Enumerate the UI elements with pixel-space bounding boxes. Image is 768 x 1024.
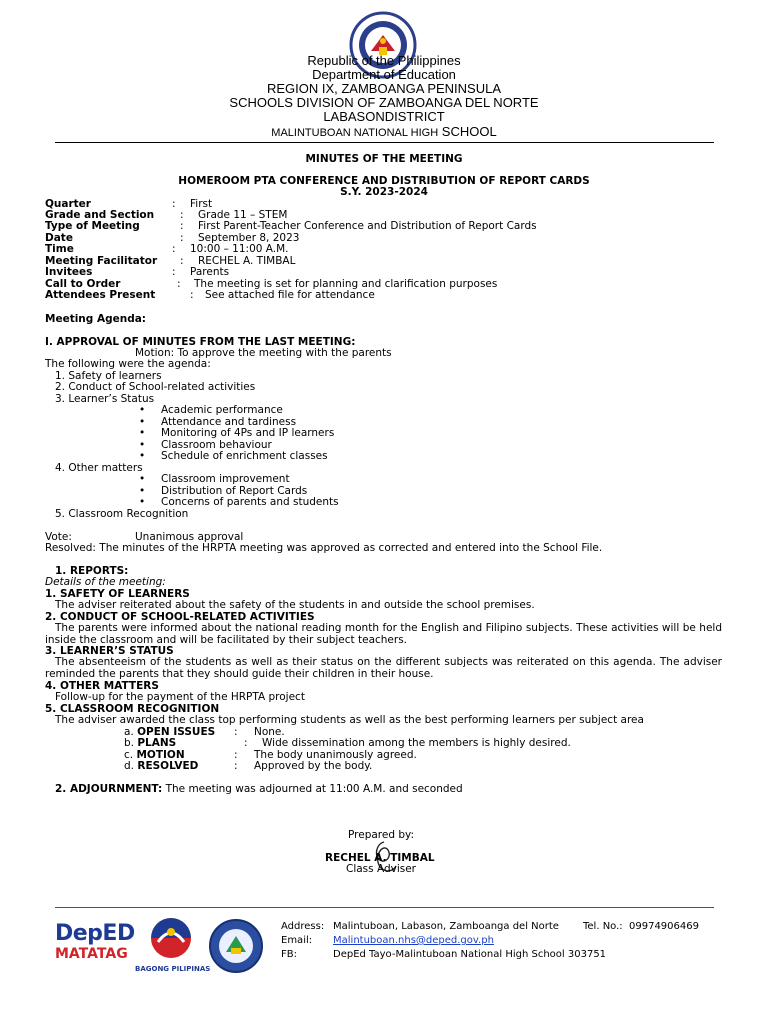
school-year: S.Y. 2023-2024 xyxy=(340,186,428,198)
footer-fb: DepEd Tayo-Malintuboan National High School 303751 xyxy=(333,949,607,960)
header-region: REGION IX, ZAMBOANGA PENINSULA xyxy=(266,81,502,96)
section-approval-motion: Motion: To approve the meeting with the parents xyxy=(135,347,392,359)
status-bullet: Attendance and tardiness xyxy=(161,416,297,428)
bagong-pilipinas-text: BAGONG PILIPINAS xyxy=(135,965,211,973)
header-school xyxy=(0,125,768,140)
info-colon: : xyxy=(180,220,184,232)
bullet-icon: • xyxy=(139,473,146,485)
agenda-item: 4. Other matters xyxy=(55,462,143,474)
agenda-item: 3. Learner’s Status xyxy=(55,393,155,405)
section-approval-heading: I. APPROVAL OF MINUTES FROM THE LAST MEETING: xyxy=(45,336,356,348)
document-title: MINUTES OF THE MEETING xyxy=(305,153,463,165)
school-seal-icon xyxy=(204,918,268,974)
adjournment-label: 2. ADJOURNMENT: xyxy=(55,783,163,795)
report-text: The adviser reiterated about the safety of the students in and outside the school premises. xyxy=(55,599,535,611)
status-bullet: Academic performance xyxy=(161,404,283,416)
info-value-grade: Grade 11 – STEM xyxy=(198,209,288,221)
bullet-icon: • xyxy=(139,450,146,462)
sub-letter: c. xyxy=(124,749,134,761)
sub-item-resolved xyxy=(124,760,198,772)
info-label-call-to-order: Call to Order xyxy=(45,278,121,290)
sub-colon: : xyxy=(244,737,248,749)
header-department: Department of Education xyxy=(312,67,456,82)
info-colon: : xyxy=(190,289,194,301)
info-colon: : xyxy=(180,209,184,221)
report-title: 4. OTHER MATTERS xyxy=(45,680,159,692)
footer-address: Malintuboan, Labason, Zamboanga del Norte xyxy=(333,921,559,932)
footer-address-label: Address: xyxy=(281,921,325,932)
info-colon: : xyxy=(180,255,184,267)
reports-details: Details of the meeting: xyxy=(45,576,166,588)
info-label-date: Date xyxy=(45,232,73,244)
header-school-word: SCHOOL xyxy=(441,124,497,139)
report-text: The parents were informed about the national reading month for the English and Filipino subjects. These activities will be held inside the classroom and will be facilitated by their subject teachers. xyxy=(45,622,722,646)
resolved-text: Resolved: The minutes of the HRPTA meeting was approved as corrected and entered into the School File. xyxy=(45,542,603,554)
info-label-invitees: Invitees xyxy=(45,266,93,278)
footer-divider xyxy=(55,907,714,908)
info-label-quarter: Quarter xyxy=(45,198,91,210)
agenda-intro: The following were the agenda: xyxy=(45,358,211,370)
sub-value: Approved by the body. xyxy=(254,760,373,772)
info-value-invitees: Parents xyxy=(190,266,230,278)
sub-colon: : xyxy=(234,749,238,761)
vote-value: Unanimous approval xyxy=(135,531,244,543)
header-district: LABASONDISTRICT xyxy=(323,109,445,124)
info-label-attendees: Attendees Present xyxy=(45,289,156,301)
info-value-time: 10:00 – 11:00 A.M. xyxy=(190,243,289,255)
document-subtitle: HOMEROOM PTA CONFERENCE AND DISTRIBUTION OF REPORT CARDS xyxy=(178,175,590,187)
agenda-heading: Meeting Agenda: xyxy=(45,313,146,325)
info-label-grade: Grade and Section xyxy=(45,209,155,221)
status-bullet: Schedule of enrichment classes xyxy=(161,450,328,462)
vote-label: Vote: xyxy=(45,531,72,543)
bullet-icon: • xyxy=(139,427,146,439)
report-text: The adviser awarded the class top performing students as well as the best performing learners per subject area xyxy=(55,714,644,726)
other-bullet: Distribution of Report Cards xyxy=(161,485,308,497)
info-label-facilitator: Meeting Facilitator xyxy=(45,255,158,267)
info-value-call-to-order: The meeting is set for planning and clarification purposes xyxy=(194,278,498,290)
footer-fb-label: FB: xyxy=(281,949,297,960)
sub-label: PLANS xyxy=(137,737,177,749)
sub-item-plans xyxy=(124,737,176,749)
info-label-time: Time xyxy=(45,243,74,255)
footer-tel: 09974906469 xyxy=(629,921,699,932)
footer-tel-label: Tel. No.: xyxy=(583,921,623,932)
adjournment-text: The meeting was adjourned at 11:00 A.M. and seconded xyxy=(165,783,463,795)
info-colon: : xyxy=(172,243,176,255)
footer-email-link[interactable]: Malintuboan.nhs@deped.gov.ph xyxy=(333,935,494,946)
prepared-by: Prepared by: xyxy=(348,829,414,841)
report-text: Follow-up for the payment of the HRPTA project xyxy=(55,691,305,703)
bullet-icon: • xyxy=(139,496,146,508)
info-colon: : xyxy=(172,198,176,210)
signatory-name: RECHEL A. TIMBAL xyxy=(325,852,435,864)
other-bullet: Concerns of parents and students xyxy=(161,496,339,508)
deped-logo-text: DepED xyxy=(55,921,135,946)
info-colon: : xyxy=(172,266,176,278)
sub-letter: b. xyxy=(124,737,135,749)
reports-heading: 1. REPORTS: xyxy=(55,565,129,577)
adjournment xyxy=(55,783,463,795)
sub-label: OPEN ISSUES xyxy=(137,726,216,738)
sub-value: None. xyxy=(254,726,285,738)
report-title: 5. CLASSROOM RECOGNITION xyxy=(45,703,220,715)
info-colon: : xyxy=(177,278,181,290)
sub-label: MOTION xyxy=(136,749,185,761)
info-value-attendees: See attached file for attendance xyxy=(205,289,375,301)
sub-label: RESOLVED xyxy=(137,760,199,772)
deped-matatag-logo xyxy=(55,921,135,972)
sub-letter: a. xyxy=(124,726,134,738)
matatag-logo-text: MATATAG xyxy=(55,946,128,962)
agenda-item: 1. Safety of learners xyxy=(55,370,162,382)
bullet-icon: • xyxy=(139,439,146,451)
footer-email-label: Email: xyxy=(281,935,313,946)
info-label-type: Type of Meeting xyxy=(45,220,140,232)
other-bullet: Classroom improvement xyxy=(161,473,290,485)
info-value-date: September 8, 2023 xyxy=(198,232,300,244)
sub-letter: d. xyxy=(124,760,135,772)
sub-value: The body unanimously agreed. xyxy=(254,749,417,761)
report-title: 2. CONDUCT OF SCHOOL-RELATED ACTIVITIES xyxy=(45,611,315,623)
info-value-type: First Parent-Teacher Conference and Distribution of Report Cards xyxy=(198,220,537,232)
sub-colon: : xyxy=(234,760,238,772)
signatory-role: Class Adviser xyxy=(346,863,417,875)
info-value-quarter: First xyxy=(190,198,213,210)
status-bullet: Monitoring of 4Ps and IP learners xyxy=(161,427,335,439)
report-text: The absenteeism of the students as well as their status on the different subjects was reiterated on this agenda. The adviser reminded the parents that they should guide their children in their house. xyxy=(45,656,722,680)
bullet-icon: • xyxy=(139,416,146,428)
header-republic: Republic of the Philippines xyxy=(307,53,461,68)
status-bullet: Classroom behaviour xyxy=(161,439,272,451)
bullet-icon: • xyxy=(139,485,146,497)
report-title: 3. LEARNER’S STATUS xyxy=(45,645,174,657)
header-divider xyxy=(55,142,714,143)
bagong-pilipinas-logo-icon xyxy=(140,916,202,962)
sub-value: Wide dissemination among the members is highly desired. xyxy=(262,737,571,749)
header-division: SCHOOLS DIVISION OF ZAMBOANGA DEL NORTE xyxy=(229,95,539,110)
info-value-facilitator: RECHEL A. TIMBAL xyxy=(198,255,296,267)
header-school-name: MALINTUBOAN NATIONAL HIGH xyxy=(271,127,439,139)
info-colon: : xyxy=(180,232,184,244)
agenda-item: 5. Classroom Recognition xyxy=(55,508,189,520)
bullet-icon: • xyxy=(139,404,146,416)
agenda-item: 2. Conduct of School-related activities xyxy=(55,381,256,393)
sub-colon: : xyxy=(234,726,238,738)
report-title: 1. SAFETY OF LEARNERS xyxy=(45,588,190,600)
